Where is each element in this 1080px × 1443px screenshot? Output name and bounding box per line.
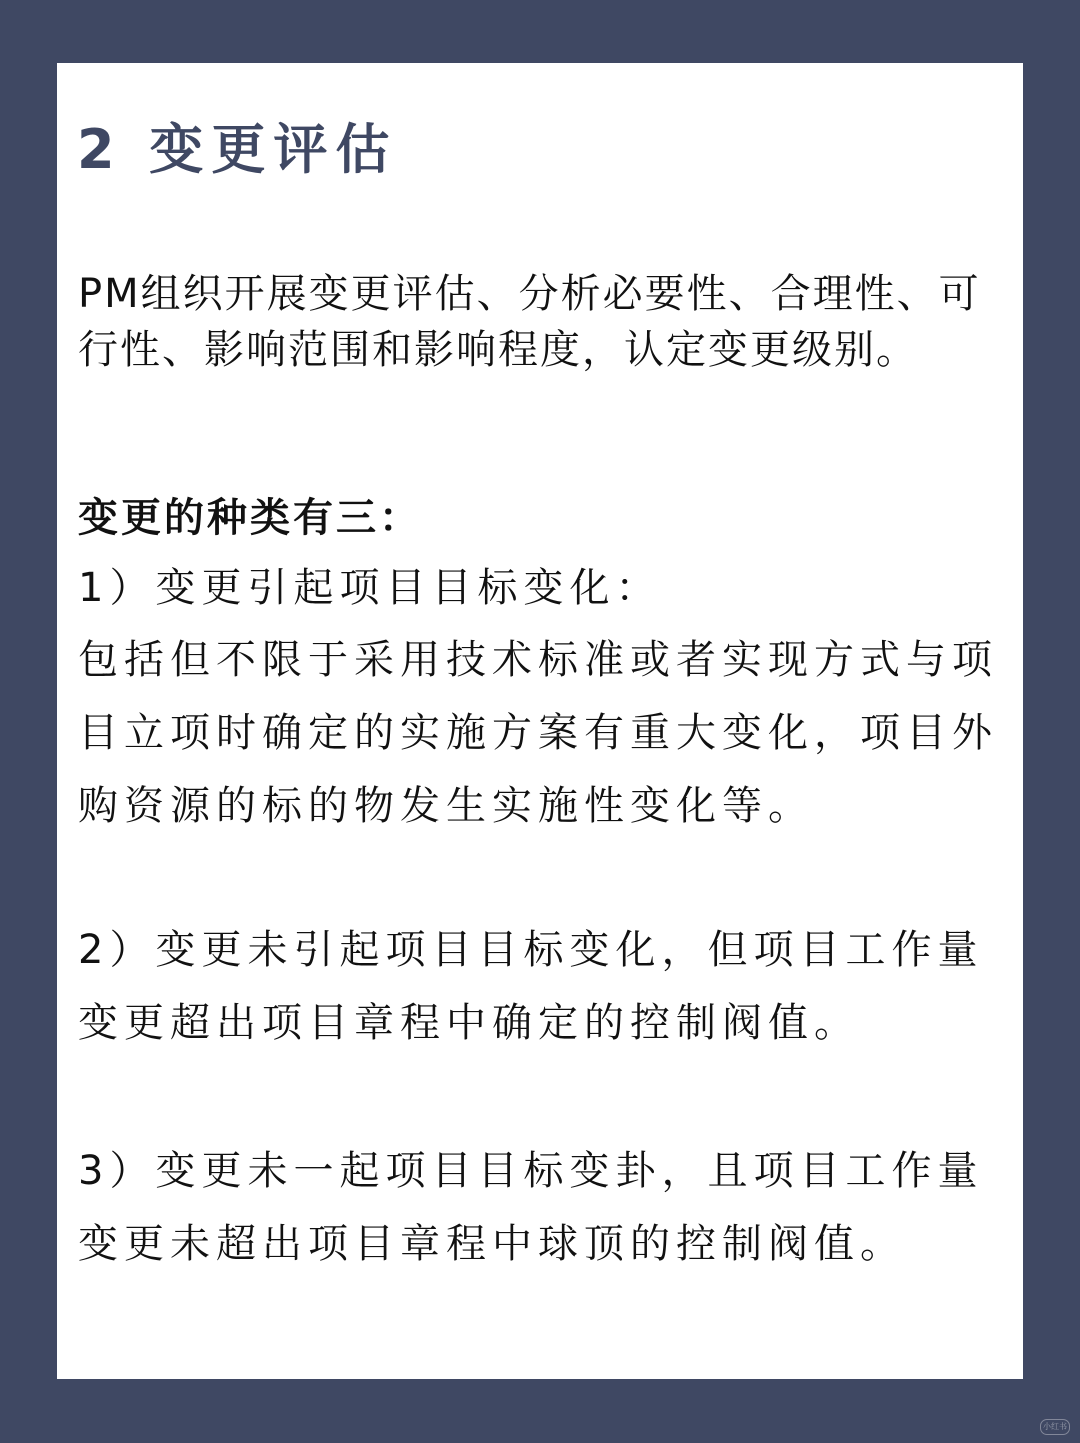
item-1-title: 1）变更引起项目目标变化： <box>78 565 662 611</box>
intro-paragraph: PM组织开展变更评估、分析必要性、合理性、可行性、影响范围和影响程度，认定变更级别。 <box>78 271 981 373</box>
types-heading: 变更的种类有三： <box>78 495 422 541</box>
item-2-body: 2）变更未引起项目目标变化，但项目工作量变更超出项目章程中确定的控制阀值。 <box>78 927 984 1046</box>
item-1-body: 包括但不限于采用技术标准或者实现方式与项目立项时确定的实施方案有重大变化，项目外购资源的标的物发生实施性变化等。 <box>78 637 998 829</box>
page-title: 2 变更评估 <box>77 118 398 181</box>
item-3-body: 3）变更未一起项目目标变卦，且项目工作量变更未超出项目章程中球顶的控制阀值。 <box>78 1148 984 1267</box>
watermark-logo: 小红书 <box>1040 1419 1070 1435</box>
